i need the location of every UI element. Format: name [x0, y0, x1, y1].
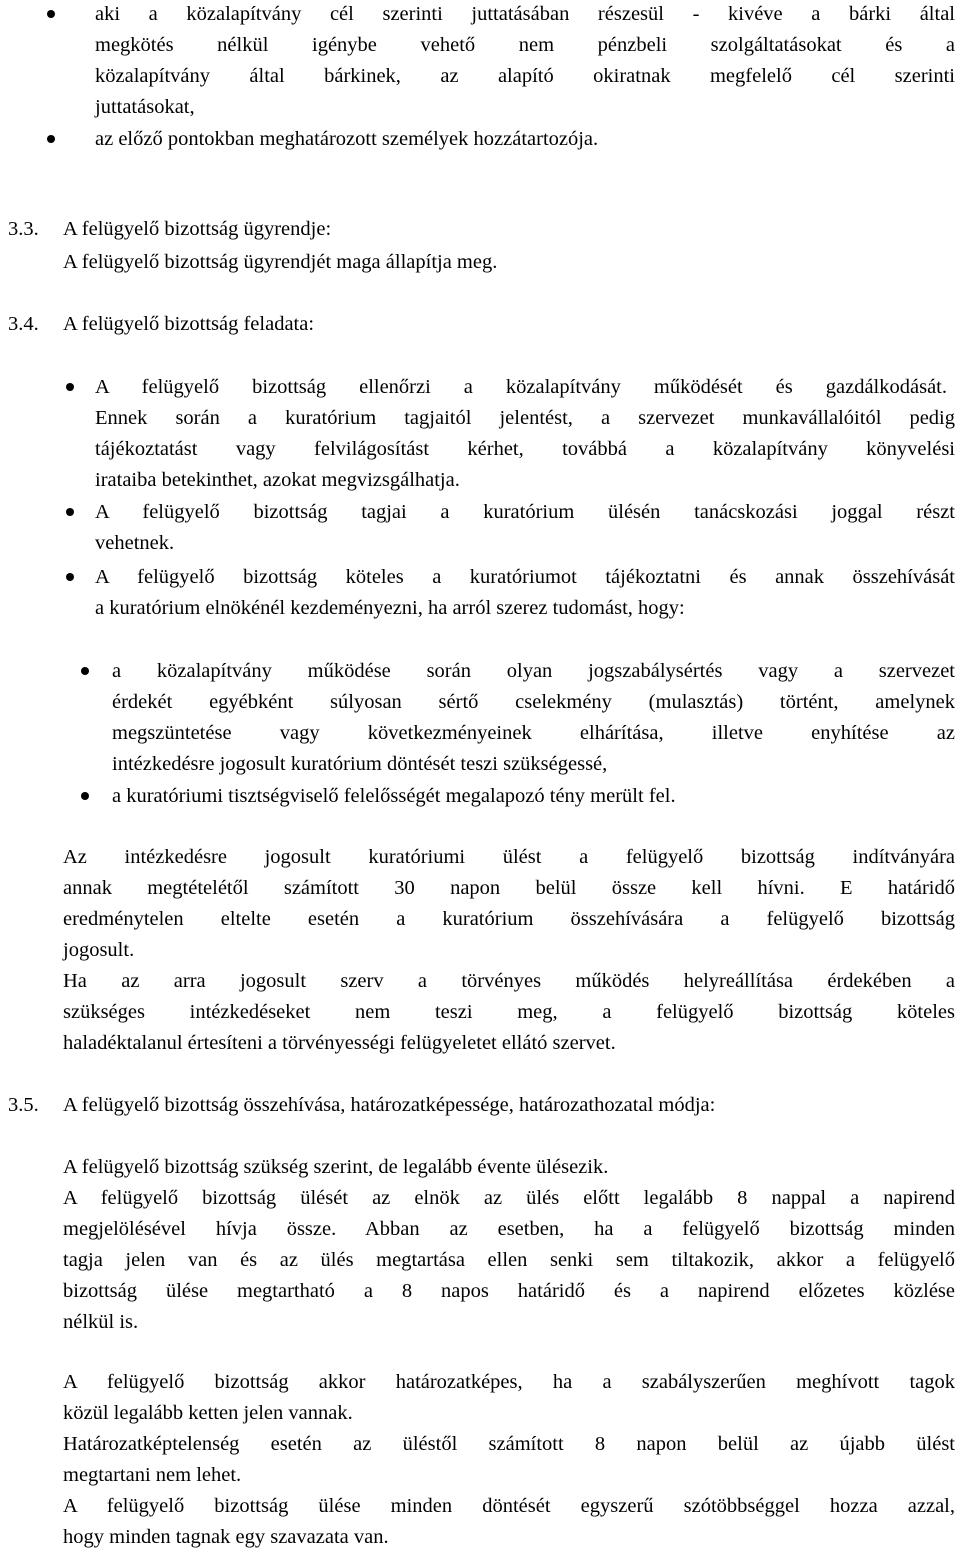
paragraph-line: jogosult. — [63, 939, 135, 961]
paragraph-line: A felügyelő bizottság szükség szerint, de legalább évente ülésezik. — [63, 1156, 609, 1178]
list-item-line: A felügyelő bizottság köteles a kuratóriumot tájékoztatni és annak összehívását — [95, 566, 955, 588]
list-item-line: megszüntetése vagy következményeinek elhárítása, illetve enyhítése az — [112, 722, 955, 744]
bullet-icon — [47, 135, 55, 143]
paragraph-line: bizottság ülése megtartható a 8 napos határidő és a napirend előzetes közlése — [63, 1280, 955, 1302]
paragraph-line: A felügyelő bizottság ülését az elnök az ülés előtt legalább 8 nappal a napirend — [63, 1187, 955, 1209]
list-item-line: az előző pontokban meghatározott személyek hozzátartozója. — [95, 128, 599, 150]
list-item-line: juttatásokat, — [95, 96, 195, 118]
paragraph-line: Ha az arra jogosult szerv a törvényes működés helyreállítása érdekében a — [63, 970, 955, 992]
list-item-line: érdekét egyébként súlyosan sértő cselekmény (mulasztás) történt, amelynek — [112, 691, 955, 713]
section-text: A felügyelő bizottság ügyrendjét maga állapítja meg. — [63, 251, 498, 273]
bullet-icon — [47, 10, 55, 18]
paragraph-line: haladéktalanul értesíteni a törvényességi felügyeletet ellátó szervet. — [63, 1032, 616, 1054]
list-item-line: vehetnek. — [95, 532, 175, 554]
list-item-line: intézkedésre jogosult kuratórium döntését teszi szükségessé, — [112, 753, 608, 775]
paragraph-line: tagja jelen van és az ülés megtartása ellen senki sem tiltakozik, akkor a felügyelő — [63, 1249, 955, 1271]
paragraph-line: megjelölésével hívja össze. Abban az esetben, ha a felügyelő bizottság minden — [63, 1218, 955, 1240]
section-title: A felügyelő bizottság összehívása, határozatképessége, határozathozatal módja: — [63, 1094, 716, 1116]
list-item-line: aki a közalapítvány cél szerinti juttatásában részesül - kivéve a bárki által — [95, 3, 955, 25]
list-item-line: megkötés nélkül igénybe vehető nem pénzbeli szolgáltatásokat és a — [95, 34, 955, 56]
paragraph-line: megtartani nem lehet. — [63, 1464, 242, 1486]
paragraph-line: annak megtételétől számított 30 napon belül össze kell hívni. E határidő — [63, 877, 955, 899]
list-item-line: tájékoztatást vagy felvilágosítást kérhet, továbbá a közalapítvány könyvelési — [95, 438, 955, 460]
bullet-icon — [66, 508, 74, 516]
paragraph-line: eredménytelen eltelte esetén a kuratórium összehívására a felügyelő bizottság — [63, 908, 955, 930]
bullet-icon — [81, 667, 89, 675]
list-item-line: a kuratóriumi tisztségviselő felelősségét megalapozó tény merült fel. — [112, 785, 676, 807]
list-item-line: A felügyelő bizottság tagjai a kuratórium ülésén tanácskozási joggal részt — [95, 501, 955, 523]
paragraph-line: A felügyelő bizottság ülése minden döntését egyszerű szótöbbséggel hozza azzal, — [63, 1495, 955, 1517]
bullet-icon — [81, 792, 89, 800]
list-item-line: irataiba betekinthet, azokat megvizsgálhatja. — [95, 469, 460, 491]
section-number: 3.5. — [8, 1094, 39, 1116]
bullet-icon — [66, 383, 74, 391]
bullet-icon — [66, 573, 74, 581]
paragraph-line: Határozatképtelenség esetén az üléstől számított 8 napon belül az újabb ülést — [63, 1433, 955, 1455]
list-item-line: A felügyelő bizottság ellenőrzi a közalapítvány működését és gazdálkodását. — [95, 376, 947, 398]
list-item-line: közalapítvány által bárkinek, az alapító okiratnak megfelelő cél szerinti — [95, 65, 955, 87]
list-item-line: a közalapítvány működése során olyan jogszabálysértés vagy a szervezet — [112, 660, 955, 682]
section-title: A felügyelő bizottság ügyrendje: — [63, 218, 332, 240]
section-number: 3.3. — [8, 218, 39, 240]
list-item-line: Ennek során a kuratórium tagjaitól jelentést, a szervezet munkavállalóitól pedig — [95, 407, 955, 429]
paragraph-line: hogy minden tagnak egy szavazata van. — [63, 1526, 389, 1548]
paragraph-line: közül legalább ketten jelen vannak. — [63, 1402, 353, 1424]
paragraph-line: szükséges intézkedéseket nem teszi meg, a felügyelő bizottság köteles — [63, 1001, 955, 1023]
paragraph-line: Az intézkedésre jogosult kuratóriumi ülést a felügyelő bizottság indítványára — [63, 846, 955, 868]
section-title: A felügyelő bizottság feladata: — [63, 313, 315, 335]
section-number: 3.4. — [8, 313, 39, 335]
paragraph-line: nélkül is. — [63, 1311, 139, 1333]
paragraph-line: A felügyelő bizottság akkor határozatképes, ha a szabályszerűen meghívott tagok — [63, 1371, 955, 1393]
list-item-line: a kuratórium elnökénél kezdeményezni, ha arról szerez tudomást, hogy: — [95, 597, 685, 619]
